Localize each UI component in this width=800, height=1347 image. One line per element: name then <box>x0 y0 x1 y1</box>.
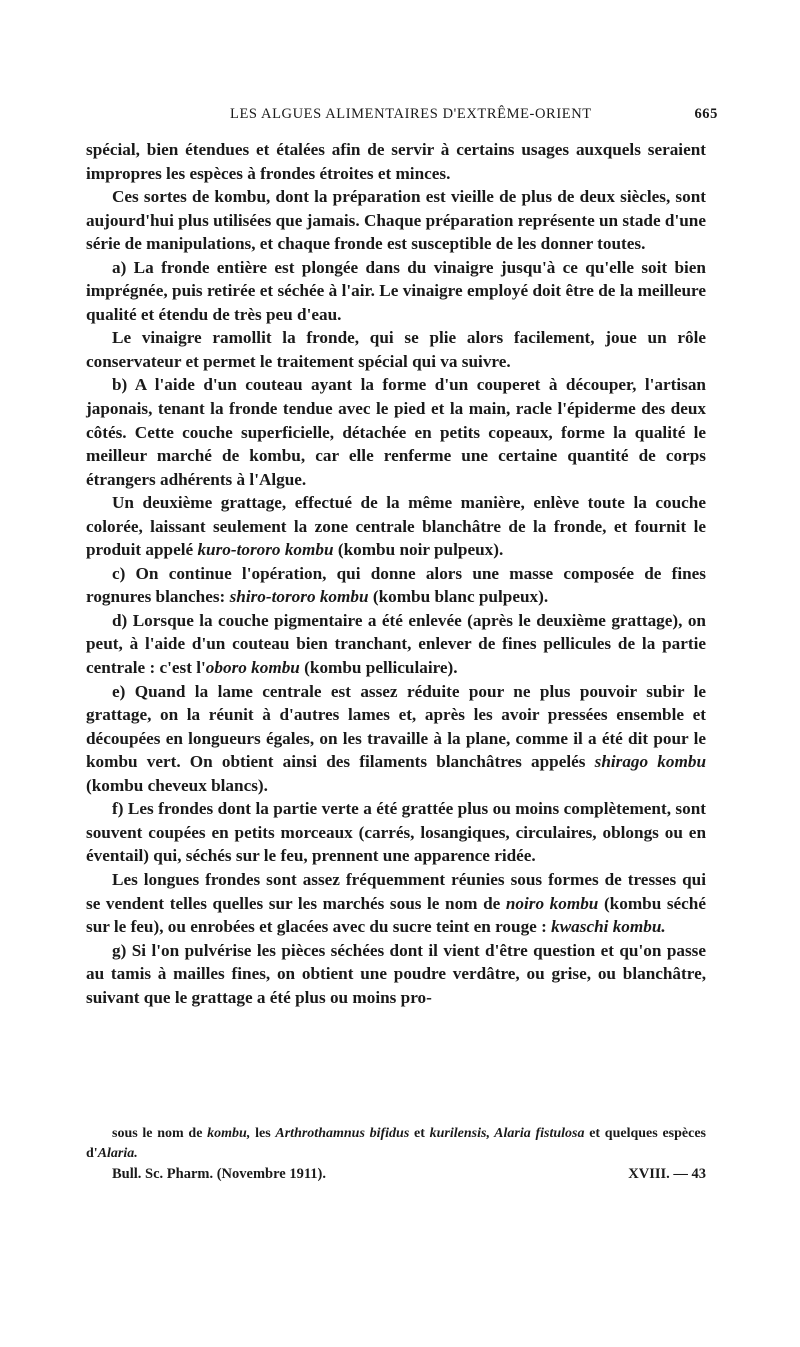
italic-term: Alaria. <box>97 1146 138 1161</box>
page-number: 665 <box>694 106 718 122</box>
italic-term: kombu, <box>207 1126 251 1141</box>
paragraph <box>86 939 706 1010</box>
paragraph <box>86 373 706 491</box>
footnote-text <box>86 1124 706 1164</box>
italic-term: kwaschi kombu. <box>551 917 666 937</box>
running-title: LES ALGUES ALIMENTAIRES D'EXTRÊME-ORIENT <box>230 106 592 122</box>
text-run: d) Lorsque la couche pigmentaire a été enlevée (après le deuxième grattage), on peut, à l'aide d'un couteau bien tranchant, enlever de fines pellicules de la partie centrale : c'est l' <box>86 610 706 678</box>
text-run: c) On continue l'opération, qui donne alors une masse composée de fines rognures blanches: <box>86 563 706 607</box>
text-run: et <box>409 1126 430 1141</box>
paragraph <box>86 609 706 680</box>
text-run: Les longues frondes sont assez fréquemment réunies sous formes de tresses qui se vendent telles quelles sur les marchés sous le nom de <box>86 869 706 913</box>
paragraph <box>86 138 706 185</box>
paragraph <box>86 868 706 939</box>
italic-term: kurilensis, Alaria fistulosa <box>429 1126 585 1141</box>
text-run: (kombu pelliculaire). <box>299 658 458 678</box>
text-run: sous le nom de <box>112 1126 208 1141</box>
italic-term: oboro kombu <box>205 658 300 678</box>
text-run: Ces sortes de kombu, dont la préparation est vieille de plus de deux siècles, sont aujourd'hui plus utilisées que jamais. Chaque préparation représente un stade d'une série de manipulations, et chaque fronde est susceptible de les donner toutes. <box>86 187 706 254</box>
text-run: les <box>250 1126 276 1141</box>
text-run: et quelques espèces d' <box>86 1126 706 1161</box>
italic-term: shiro-tororo kombu <box>229 587 369 607</box>
text-run: (kombu blanc pulpeux). <box>368 587 549 607</box>
body-text <box>86 138 706 1009</box>
paragraph <box>86 185 706 256</box>
text-run: b) A l'aide d'un couteau ayant la forme d'un couperet à découper, l'artisan japonais, tenant la fronde tendue avec le pied et la main, racle l'épiderme des deux côtés. Cette couche superficielle, détachée en petits copeaux, forme la qualité le meilleur marché de kombu, car elle renferme une certaine quantité de corps étrangers adhérents à l'Algue. <box>86 375 706 489</box>
italic-term: Arthrothamnus bifidus <box>275 1126 410 1141</box>
journal-citation: Bull. Sc. Pharm. (Novembre 1911). <box>112 1166 326 1182</box>
paragraph <box>86 491 706 562</box>
paragraph <box>86 680 706 798</box>
text-run: spécial, bien étendues et étalées afin de servir à certains usages auxquels seraient impropres les espèces à frondes étroites et minces. <box>86 140 706 183</box>
text-run: e) Quand la lame centrale est assez réduite pour ne plus pouvoir subir le grattage, on la réunit à d'autres lames et, après les avoir pressées ensemble et découpées en longueurs égales, on les travaille à la plane, comme il a été dit pour le kombu vert. On obtient ainsi des filaments blanchâtres appelés <box>86 681 706 772</box>
paragraph <box>86 256 706 327</box>
paragraph <box>86 562 706 609</box>
text-run: g) Si l'on pulvérise les pièces séchées dont il vient d'être question et qu'on passe au tamis à mailles fines, on obtient une poudre verdâtre, ou grise, ou blanchâtre, suivant que le grattage a été plus ou moins pro- <box>86 940 706 1007</box>
page-footer <box>86 1166 706 1188</box>
text-run: (kombu noir pulpeux). <box>333 540 504 560</box>
italic-term: noiro kombu <box>505 893 599 913</box>
italic-term: kuro-tororo kombu <box>197 540 334 560</box>
footnote <box>86 1124 706 1164</box>
text-run: (kombu cheveux blancs). <box>86 775 268 795</box>
running-head <box>88 106 718 128</box>
paragraph <box>86 797 706 868</box>
text-run: (kombu séché sur le feu), ou enrobées et glacées avec du sucre teint en rouge : <box>86 893 706 937</box>
text-run: Le vinaigre ramollit la fronde, qui se plie alors facilement, joue un rôle conservateur et permet le traitement spécial qui va suivre. <box>86 328 706 371</box>
text-run: f) Les frondes dont la partie verte a été grattée plus ou moins complètement, sont souvent coupées en petits morceaux (carrés, losangiques, circulaires, oblongs ou en éventail) qui, séchés sur le feu, prennent une apparence ridée. <box>86 799 706 866</box>
text-run: Un deuxième grattage, effectué de la même manière, enlève toute la couche colorée, laissant seulement la zone centrale blanchâtre de la fronde, et fournit le produit appelé <box>86 493 706 560</box>
paragraph <box>86 326 706 373</box>
signature-mark: XVIII. — 43 <box>628 1166 706 1182</box>
text-run: a) La fronde entière est plongée dans du vinaigre jusqu'à ce qu'elle soit bien imprégnée, puis retirée et séchée à l'air. Le vinaigre employé doit être de la meilleure qualité et étendu de très peu d'eau. <box>86 257 706 324</box>
italic-term: shirago kombu <box>594 752 707 772</box>
